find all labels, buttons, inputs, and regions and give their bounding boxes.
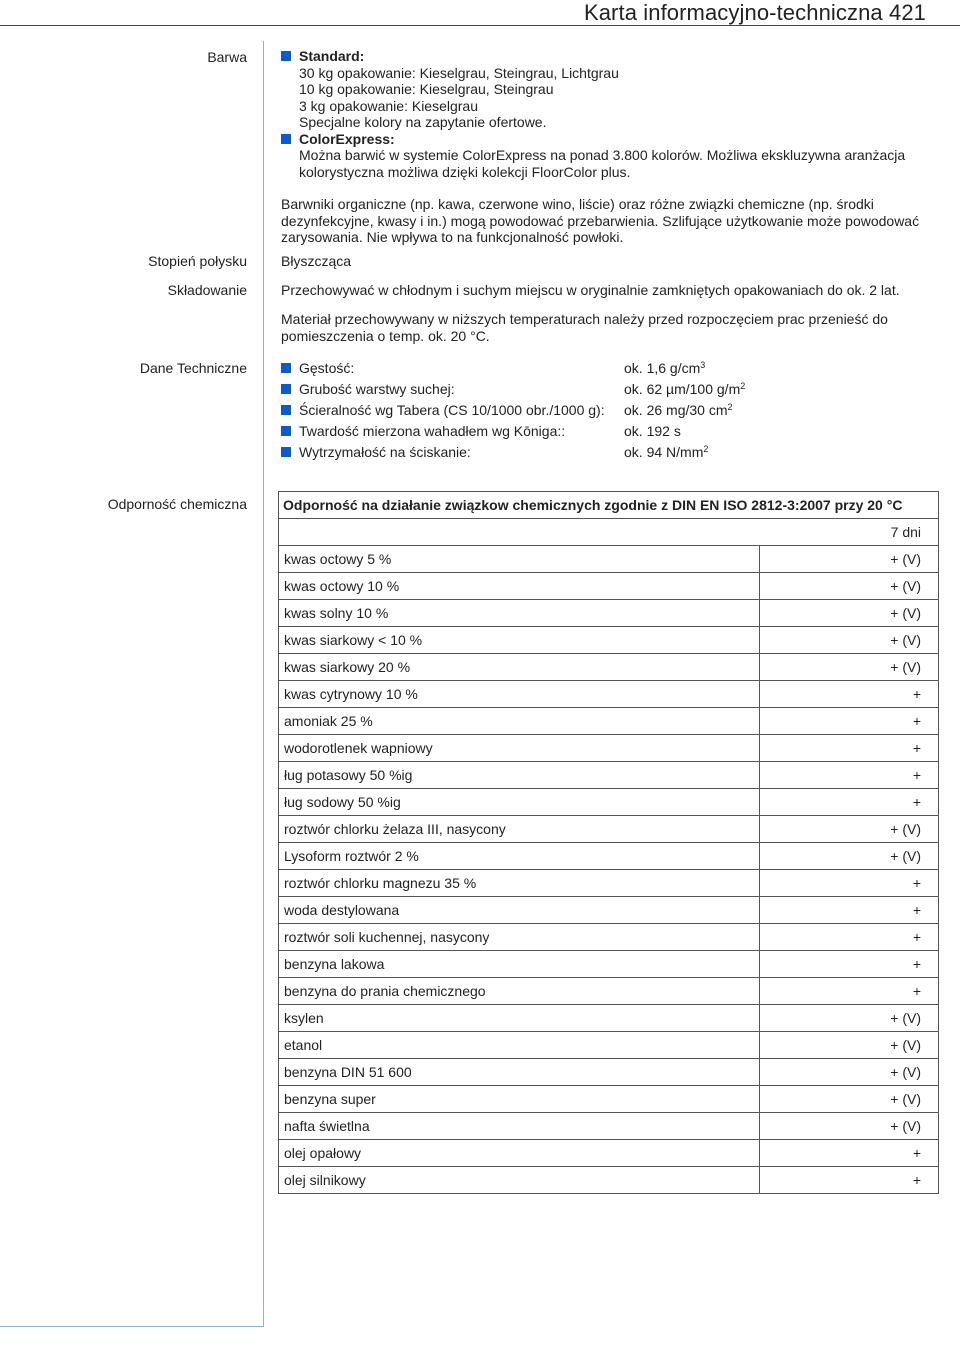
bullet-square-icon (281, 134, 291, 144)
label-column-frame (0, 41, 264, 1327)
table-row (279, 1005, 939, 1032)
table-row (279, 789, 939, 816)
tech-label: Twardość mierzona wahadłem wg Kōniga:: (299, 423, 566, 439)
table-row (279, 681, 939, 708)
table-row (279, 951, 939, 978)
tech-value: ok. 192 s (624, 423, 681, 439)
chemical-name-cell: etanol (279, 1032, 760, 1059)
label-skladowanie: Składowanie (167, 282, 247, 298)
resistance-value-cell: + (760, 951, 939, 978)
chemical-name-cell: roztwór chlorku żelaza III, nasycony (279, 816, 760, 843)
chemical-name-cell: kwas solny 10 % (279, 600, 760, 627)
table-row (279, 897, 939, 924)
chemical-name-cell: Lysoform roztwór 2 % (279, 843, 760, 870)
standard-title: Standard: (299, 48, 365, 64)
chemical-name-cell: benzyna lakowa (279, 951, 760, 978)
page-title: Karta informacyjno-techniczna 421 (583, 0, 926, 25)
resistance-value-cell: + (V) (760, 1005, 939, 1032)
resistance-value-cell: + (V) (760, 654, 939, 681)
resistance-value-cell: + (760, 789, 939, 816)
table-row (279, 627, 939, 654)
resistance-value-cell: + (V) (760, 627, 939, 654)
resistance-value-cell: + (V) (760, 573, 939, 600)
table-header-row (279, 492, 939, 519)
table-row (279, 708, 939, 735)
table-row (279, 1140, 939, 1167)
table-row (279, 1086, 939, 1113)
table-title: Odporność na działanie związkow chemicznych zgodnie z DIN EN ISO 2812-3:2007 przy 20 °C (279, 492, 939, 519)
chemical-name-cell: roztwór soli kuchennej, nasycony (279, 924, 760, 951)
chemical-resistance-table (278, 491, 939, 1194)
chemical-name-cell: amoniak 25 % (279, 708, 760, 735)
standard-block (281, 48, 941, 131)
resistance-value-cell: + (V) (760, 600, 939, 627)
standard-line: 3 kg opakowanie: Kieselgrau (299, 97, 479, 114)
resistance-value-cell: + (V) (760, 1032, 939, 1059)
resistance-value-cell: + (760, 870, 939, 897)
resistance-value-cell: + (760, 681, 939, 708)
barwa-note: Barwniki organiczne (np. kawa, czerwone wino, liście) oraz różne związki chemiczne (np. środki dezynfekcyjne, kwasy i in.) mogą powodować przebarwienia. Szlifujące użytkowanie może powodować zarysowania. Nie wpływa to na funkcjonalność powłoki. (281, 196, 920, 245)
tech-label: Gęstość: (299, 360, 355, 376)
colorexpress-block (281, 131, 941, 181)
tech-value: ok. 94 $N/mm^2$ (624, 444, 709, 460)
standard-line: 10 kg opakowanie: Kieselgrau, Steingrau (299, 81, 554, 97)
table-row (279, 870, 939, 897)
table-row (279, 600, 939, 627)
chemical-name-cell: olej silnikowy (279, 1167, 760, 1194)
chemical-name-cell: benzyna super (279, 1086, 760, 1113)
chemical-name-cell: olej opałowy (279, 1140, 760, 1167)
table-row (279, 816, 939, 843)
resistance-value-cell: + (760, 897, 939, 924)
table-subheader-row (279, 519, 939, 546)
label-barwa: Barwa (207, 49, 247, 65)
tech-value: ok. 62 µm/100 $g/m^2$ (624, 381, 746, 397)
stopien-value: Błyszcząca (281, 253, 352, 269)
chemical-name-cell: kwas cytrynowy 10 % (279, 681, 760, 708)
resistance-value-cell: + (V) (760, 1086, 939, 1113)
skladowanie-line1: Przechowywać w chłodnym i suchym miejscu w oryginalnie zamkniętych opakowaniach do ok. 2 lat. (281, 282, 900, 298)
chemical-name-cell: wodorotlenek wapniowy (279, 735, 760, 762)
bullet-square-icon (281, 51, 291, 61)
table-row (279, 1032, 939, 1059)
chemical-name-cell: ksylen (279, 1005, 760, 1032)
title-rule (0, 25, 960, 26)
colorexpress-text: Można barwić w systemie ColorExpress na ponad 3.800 kolorów. Możliwa ekskluzywna aranżacja kolorystyczna możliwa dzięki kolekcji FloorColor plus. (299, 147, 906, 180)
table-row (279, 978, 939, 1005)
skladowanie-line2: Materiał przechowywany w niższych temperaturach należy przed rozpoczęciem prac przenieść do pomieszczenia o temp. ok. 20 °C. (281, 311, 888, 344)
table-row (279, 573, 939, 600)
standard-line: Specjalne kolory na zapytanie ofertowe. (299, 114, 547, 130)
chemical-name-cell: roztwór chlorku magnezu 35 % (279, 870, 760, 897)
resistance-value-cell: + (V) (760, 1113, 939, 1140)
chemical-name-cell: kwas octowy 5 % (279, 546, 760, 573)
table-row (279, 843, 939, 870)
resistance-value-cell: + (V) (760, 1059, 939, 1086)
label-odpornosc-chemiczna: Odporność chemiczna (107, 496, 247, 512)
resistance-value-cell: + (760, 978, 939, 1005)
tech-value: ok. 26 mg/30 $cm^2$ (624, 402, 733, 418)
label-dane-techniczne: Dane Techniczne (139, 360, 247, 376)
bullet-square-icon (281, 405, 291, 415)
table-row (279, 1113, 939, 1140)
standard-line: 30 kg opakowanie: Kieselgrau, Steingrau, Lichtgrau (299, 64, 619, 81)
bullet-square-icon (281, 384, 291, 394)
bullet-square-icon (281, 447, 291, 457)
chemical-name-cell: kwas siarkowy < 10 % (279, 627, 760, 654)
resistance-value-cell: + (760, 762, 939, 789)
column-header-7-dni: 7 dni (279, 519, 939, 546)
table-row (279, 735, 939, 762)
chemical-name-cell: ług potasowy 50 %ig (279, 762, 760, 789)
table-row (279, 924, 939, 951)
resistance-value-cell: + (V) (760, 546, 939, 573)
resistance-value-cell: + (760, 1140, 939, 1167)
chemical-name-cell: nafta świetlna (279, 1113, 760, 1140)
chemical-name-cell: kwas octowy 10 % (279, 573, 760, 600)
table-row (279, 762, 939, 789)
table-row (279, 1167, 939, 1194)
tech-label: Ścieralność wg Tabera (CS 10/1000 obr./1000 g): (299, 402, 605, 418)
resistance-value-cell: + (760, 708, 939, 735)
tech-label: Grubość warstwy suchej: (299, 381, 455, 397)
colorexpress-title: ColorExpress: (299, 130, 395, 147)
table-row (279, 1059, 939, 1086)
table-row (279, 546, 939, 573)
resistance-value-cell: + (V) (760, 816, 939, 843)
chemical-name-cell: woda destylowana (279, 897, 760, 924)
table-row (279, 654, 939, 681)
chemical-name-cell: benzyna DIN 51 600 (279, 1059, 760, 1086)
chemical-name-cell: benzyna do prania chemicznego (279, 978, 760, 1005)
bullet-square-icon (281, 426, 291, 436)
tech-value: ok. 1,6 $g/cm^3$ (624, 360, 706, 376)
resistance-value-cell: + (760, 735, 939, 762)
resistance-value-cell: + (V) (760, 843, 939, 870)
barwa-section (281, 48, 941, 246)
chemical-name-cell: ług sodowy 50 %ig (279, 789, 760, 816)
chemical-name-cell: kwas siarkowy 20 % (279, 654, 760, 681)
tech-label: Wytrzymałość na ściskanie: (299, 444, 471, 460)
bullet-square-icon (281, 363, 291, 373)
resistance-value-cell: + (760, 924, 939, 951)
resistance-value-cell: + (760, 1167, 939, 1194)
label-stopien-polysku: Stopień połysku (148, 253, 247, 269)
